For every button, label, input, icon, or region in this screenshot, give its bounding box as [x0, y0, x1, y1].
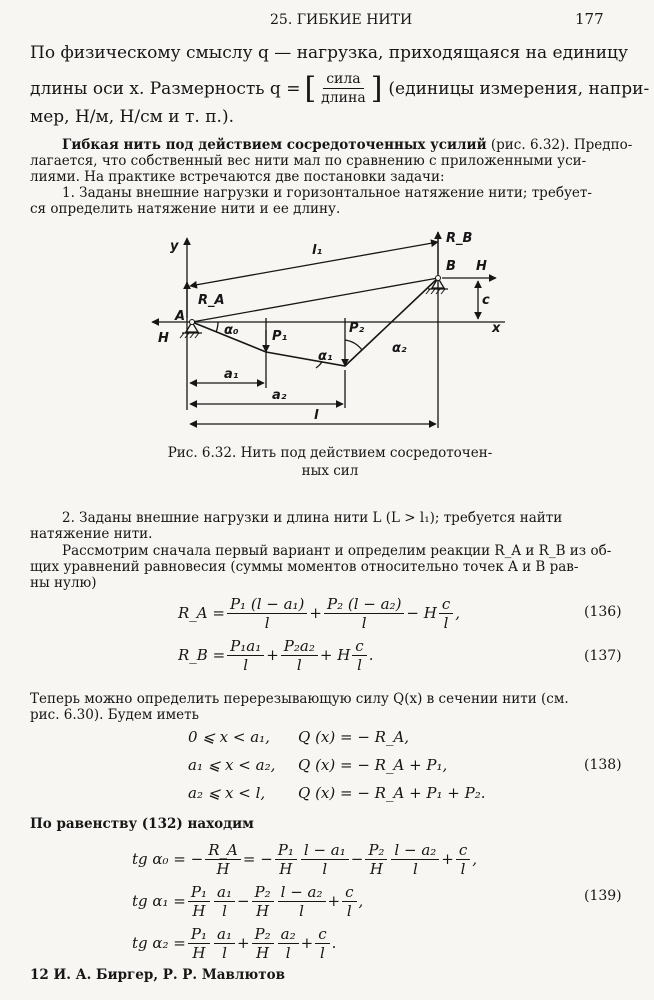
- eq139-r1-frac1: [205, 841, 241, 878]
- label-p1: P₁: [272, 329, 288, 344]
- eq139-r2-m2: +: [327, 892, 341, 910]
- eq137-frac2-den: l: [296, 655, 302, 674]
- label-b: B: [446, 259, 456, 274]
- eq139-row2: [132, 880, 363, 922]
- eq136-frac1: [227, 595, 307, 632]
- caption-line-1: Рис. 6.32. Нить под действием сосредоточен-: [167, 445, 493, 461]
- eq139-r1-frac2-den: H: [279, 859, 293, 878]
- eq139-number: (139): [584, 888, 622, 904]
- eq139-r1-frac6: [456, 841, 470, 878]
- eq139-r2-frac4-den: l: [299, 901, 304, 920]
- dimension-fraction: [318, 70, 369, 107]
- eq139-r2-frac3-den: H: [256, 901, 270, 920]
- eq139-r1-frac5-num: l − a₂: [391, 841, 439, 860]
- eq139-r3-end: .: [331, 934, 337, 952]
- eq136-frac3-num: c: [439, 595, 453, 614]
- eq139-r3-frac2: [214, 925, 235, 962]
- eq138-row3-cond: a₂ ⩽ x < l,: [188, 784, 266, 802]
- label-l1: l₁: [312, 243, 323, 258]
- eq139-r3-frac4-num: a₂: [278, 925, 299, 944]
- para2-line-4: щих уравнений равновесия (суммы моментов относительно точек A и B рав-: [30, 559, 579, 575]
- eq139-r3-frac3-num: P₂: [252, 925, 274, 944]
- label-alpha2: α₂: [392, 341, 407, 356]
- para1-line-4: 1. Заданы внешние нагрузки и горизонтальное натяжение нити; требует-: [62, 185, 592, 201]
- eq139-r1-frac5: [391, 841, 439, 878]
- eq139-r2-frac5: [342, 883, 356, 920]
- para4: По равенству (132) находим: [30, 816, 254, 832]
- eq139-r1-frac5-den: l: [412, 859, 418, 878]
- eq136-plus: +: [309, 604, 322, 622]
- eq139-r3-frac5-den: l: [320, 943, 325, 962]
- eq139-r1-frac3-den: l: [322, 859, 328, 878]
- eq137-frac1-den: l: [243, 655, 249, 674]
- para2-line-5: ны нулю): [30, 575, 97, 591]
- eq139-r1-frac4: [365, 841, 387, 878]
- label-c: c: [482, 293, 490, 308]
- eq139-r2-frac5-den: l: [346, 901, 352, 920]
- eq139-r2-m1: −: [236, 892, 250, 910]
- eq139-r2-frac4: [278, 883, 326, 920]
- eq136-frac1-den: l: [264, 613, 270, 632]
- eq139-r2-frac4-num: l − a₂: [278, 883, 326, 902]
- bracket-left: [: [304, 70, 317, 106]
- para1-bold-heading: Гибкая нить под действием сосредоточенных усилий: [62, 137, 487, 153]
- eq139-r1-m1: = −: [242, 850, 273, 868]
- eq138-row1-cond: 0 ⩽ x < a₁,: [188, 728, 270, 746]
- eq139-r3-frac4-den: l: [285, 943, 291, 962]
- eq136-frac2-num: P₂ (l − a₂): [324, 595, 404, 614]
- figure-caption: [150, 444, 510, 480]
- label-a: A: [175, 309, 186, 324]
- eq139-r2-frac1-num: P₁: [188, 883, 210, 902]
- eq139-r1-frac6-num: c: [456, 841, 470, 860]
- eq137-end: .: [368, 646, 374, 664]
- para3-line-2: рис. 6.30). Будем иметь: [30, 707, 199, 723]
- eq139-r2-frac1-den: H: [192, 901, 206, 920]
- eq136-mid: − H: [406, 604, 437, 622]
- eq136-lhs: R_A =: [178, 604, 225, 622]
- eq139-r3-m2: +: [300, 934, 314, 952]
- support-a-hatch: [180, 333, 199, 338]
- para1-line-2: лагается, что собственный вес нити мал по сравнению с приложенными уси-: [30, 153, 587, 169]
- eq139-r3-frac1-num: P₁: [188, 925, 210, 944]
- fraction-numerator: сила: [323, 70, 363, 89]
- eq139-r2-frac1: [188, 883, 210, 920]
- label-rb: R_B: [446, 231, 473, 246]
- eq137-frac1-num: P₁a₁: [227, 637, 264, 656]
- eq137-frac3-den: l: [357, 655, 362, 674]
- eq136-frac2: [324, 595, 404, 632]
- label-y: y: [170, 239, 179, 254]
- para1-line-5: ся определить натяжение нити и ее длину.: [30, 201, 341, 217]
- eq139-r3-frac3: [252, 925, 274, 962]
- eq138-number: (138): [584, 757, 622, 773]
- label-alpha0: α₀: [224, 323, 239, 338]
- eq139-r3-frac4: [278, 925, 299, 962]
- para1-line-3: лиями. На практике встречаются две постановки задачи:: [30, 169, 445, 185]
- eq139-r2-frac3: [252, 883, 274, 920]
- eq137-plus: +: [266, 646, 279, 664]
- footer-signature: 12 И. А. Биргер, Р. Р. Мавлютов: [30, 967, 286, 983]
- running-header: 25. ГИБКИЕ НИТИ: [270, 12, 413, 28]
- alpha2-arc: [345, 340, 362, 350]
- eq139-r1-end: ,: [472, 850, 478, 868]
- eq137-frac1: [227, 637, 264, 674]
- intro-text-a: длины оси x. Размерность q =: [30, 78, 301, 99]
- chord-ab: [192, 278, 438, 322]
- eq138-row3-q: Q (x) = − R_A + P₁ + P₂.: [298, 784, 486, 802]
- eq139-r2-frac5-num: c: [342, 883, 356, 902]
- label-h-a: H: [158, 331, 169, 346]
- eq137-frac2: [281, 637, 318, 674]
- para1-line1-rest: (рис. 6.32). Предпо-: [490, 137, 633, 153]
- eq139-r1-m3: +: [441, 850, 454, 868]
- eq137-lhs: R_B =: [178, 646, 226, 664]
- support-b-hatch: [426, 289, 445, 294]
- eq139-r1-frac1-num: R_A: [205, 841, 241, 860]
- label-ra: R_A: [198, 293, 225, 308]
- eq138-row2-cond: a₁ ⩽ x < a₂,: [188, 756, 276, 774]
- eq139-r3-frac1-den: H: [192, 943, 206, 962]
- eq137-number: (137): [584, 648, 622, 664]
- eq139-r1-frac3-num: l − a₁: [301, 841, 349, 860]
- equation-136: [178, 592, 460, 634]
- eq139-r3-frac5-num: c: [315, 925, 329, 944]
- label-h-b: H: [476, 259, 487, 274]
- eq139-r1-frac1-den: H: [216, 859, 230, 878]
- caption-line-2: ных сил: [301, 463, 359, 479]
- eq139-r2-frac2-num: a₁: [214, 883, 235, 902]
- eq139-r3-frac2-den: l: [222, 943, 227, 962]
- label-x: x: [492, 321, 501, 336]
- eq139-r2-lhs: tg α₁ =: [132, 892, 186, 910]
- eq139-r2-end: ,: [358, 892, 364, 910]
- eq138-row1-q: Q (x) = − R_A,: [298, 728, 410, 746]
- eq139-r1-lhs: tg α₀ = −: [132, 850, 204, 868]
- label-a2: a₂: [272, 388, 287, 403]
- eq137-frac3: [352, 637, 366, 674]
- eq139-r2-frac2-den: l: [222, 901, 227, 920]
- eq136-number: (136): [584, 604, 622, 620]
- eq139-r2-frac3-num: P₂: [252, 883, 274, 902]
- label-a1: a₁: [224, 367, 239, 382]
- eq136-frac3: [439, 595, 453, 632]
- eq139-row1: [132, 838, 477, 880]
- intro-line-3: мер, Н/м, Н/см и т. п.).: [30, 107, 234, 127]
- eq138-row2-q: Q (x) = − R_A + P₁,: [298, 756, 448, 774]
- eq136-frac3-den: l: [443, 613, 449, 632]
- eq139-r3-frac5: [315, 925, 329, 962]
- eq139-r3-lhs: tg α₂ =: [132, 934, 186, 952]
- eq137-mid: + H: [319, 646, 351, 664]
- eq139-row3: [132, 922, 336, 964]
- eq139-r1-frac2-num: P₁: [275, 841, 297, 860]
- eq139-r1-frac4-den: H: [369, 859, 383, 878]
- eq137-frac2-num: P₂a₂: [281, 637, 318, 656]
- eq139-r1-frac3: [301, 841, 349, 878]
- eq139-r1-frac4-num: P₂: [365, 841, 387, 860]
- label-p2: P₂: [349, 321, 365, 336]
- hinge-b: [436, 276, 441, 281]
- figure-6-32: [140, 228, 520, 433]
- intro-line-1: По физическому смыслу q — нагрузка, приходящаяся на единицу: [30, 43, 628, 63]
- alpha0-arc: [216, 322, 218, 332]
- para2-line-1: 2. Заданы внешние нагрузки и длина нити L (L > l₁); требуется найти: [62, 510, 563, 526]
- bracket-right: ]: [370, 70, 383, 106]
- eq139-r3-frac3-den: H: [256, 943, 270, 962]
- eq139-r3-frac2-num: a₁: [214, 925, 235, 944]
- para2-line-3: Рассмотрим сначала первый вариант и определим реакции R_A и R_B из об-: [62, 543, 612, 559]
- eq136-end: ,: [455, 604, 461, 622]
- eq139-r1-frac2: [275, 841, 297, 878]
- eq139-r3-m1: +: [236, 934, 250, 952]
- para2-line-2: натяжение нити.: [30, 526, 153, 542]
- intro-text-b: (единицы измерения, напри-: [388, 78, 650, 99]
- label-l: l: [314, 408, 319, 423]
- label-alpha1: α₁: [318, 349, 333, 364]
- page-number: 177: [575, 10, 604, 28]
- eq139-r1-frac6-den: l: [460, 859, 466, 878]
- para3-line-1: Теперь можно определить перерезывающую силу Q(x) в сечении нити (см.: [30, 691, 569, 707]
- fraction-denominator: длина: [321, 90, 366, 106]
- hinge-a: [190, 320, 195, 325]
- eq139-r3-frac1: [188, 925, 210, 962]
- eq136-frac1-num: P₁ (l − a₁): [227, 595, 307, 614]
- equation-137: [178, 634, 373, 676]
- eq139-r1-m2: −: [350, 850, 364, 868]
- eq136-frac2-den: l: [361, 613, 367, 632]
- eq139-r2-frac2: [214, 883, 235, 920]
- eq137-frac3-num: c: [352, 637, 366, 656]
